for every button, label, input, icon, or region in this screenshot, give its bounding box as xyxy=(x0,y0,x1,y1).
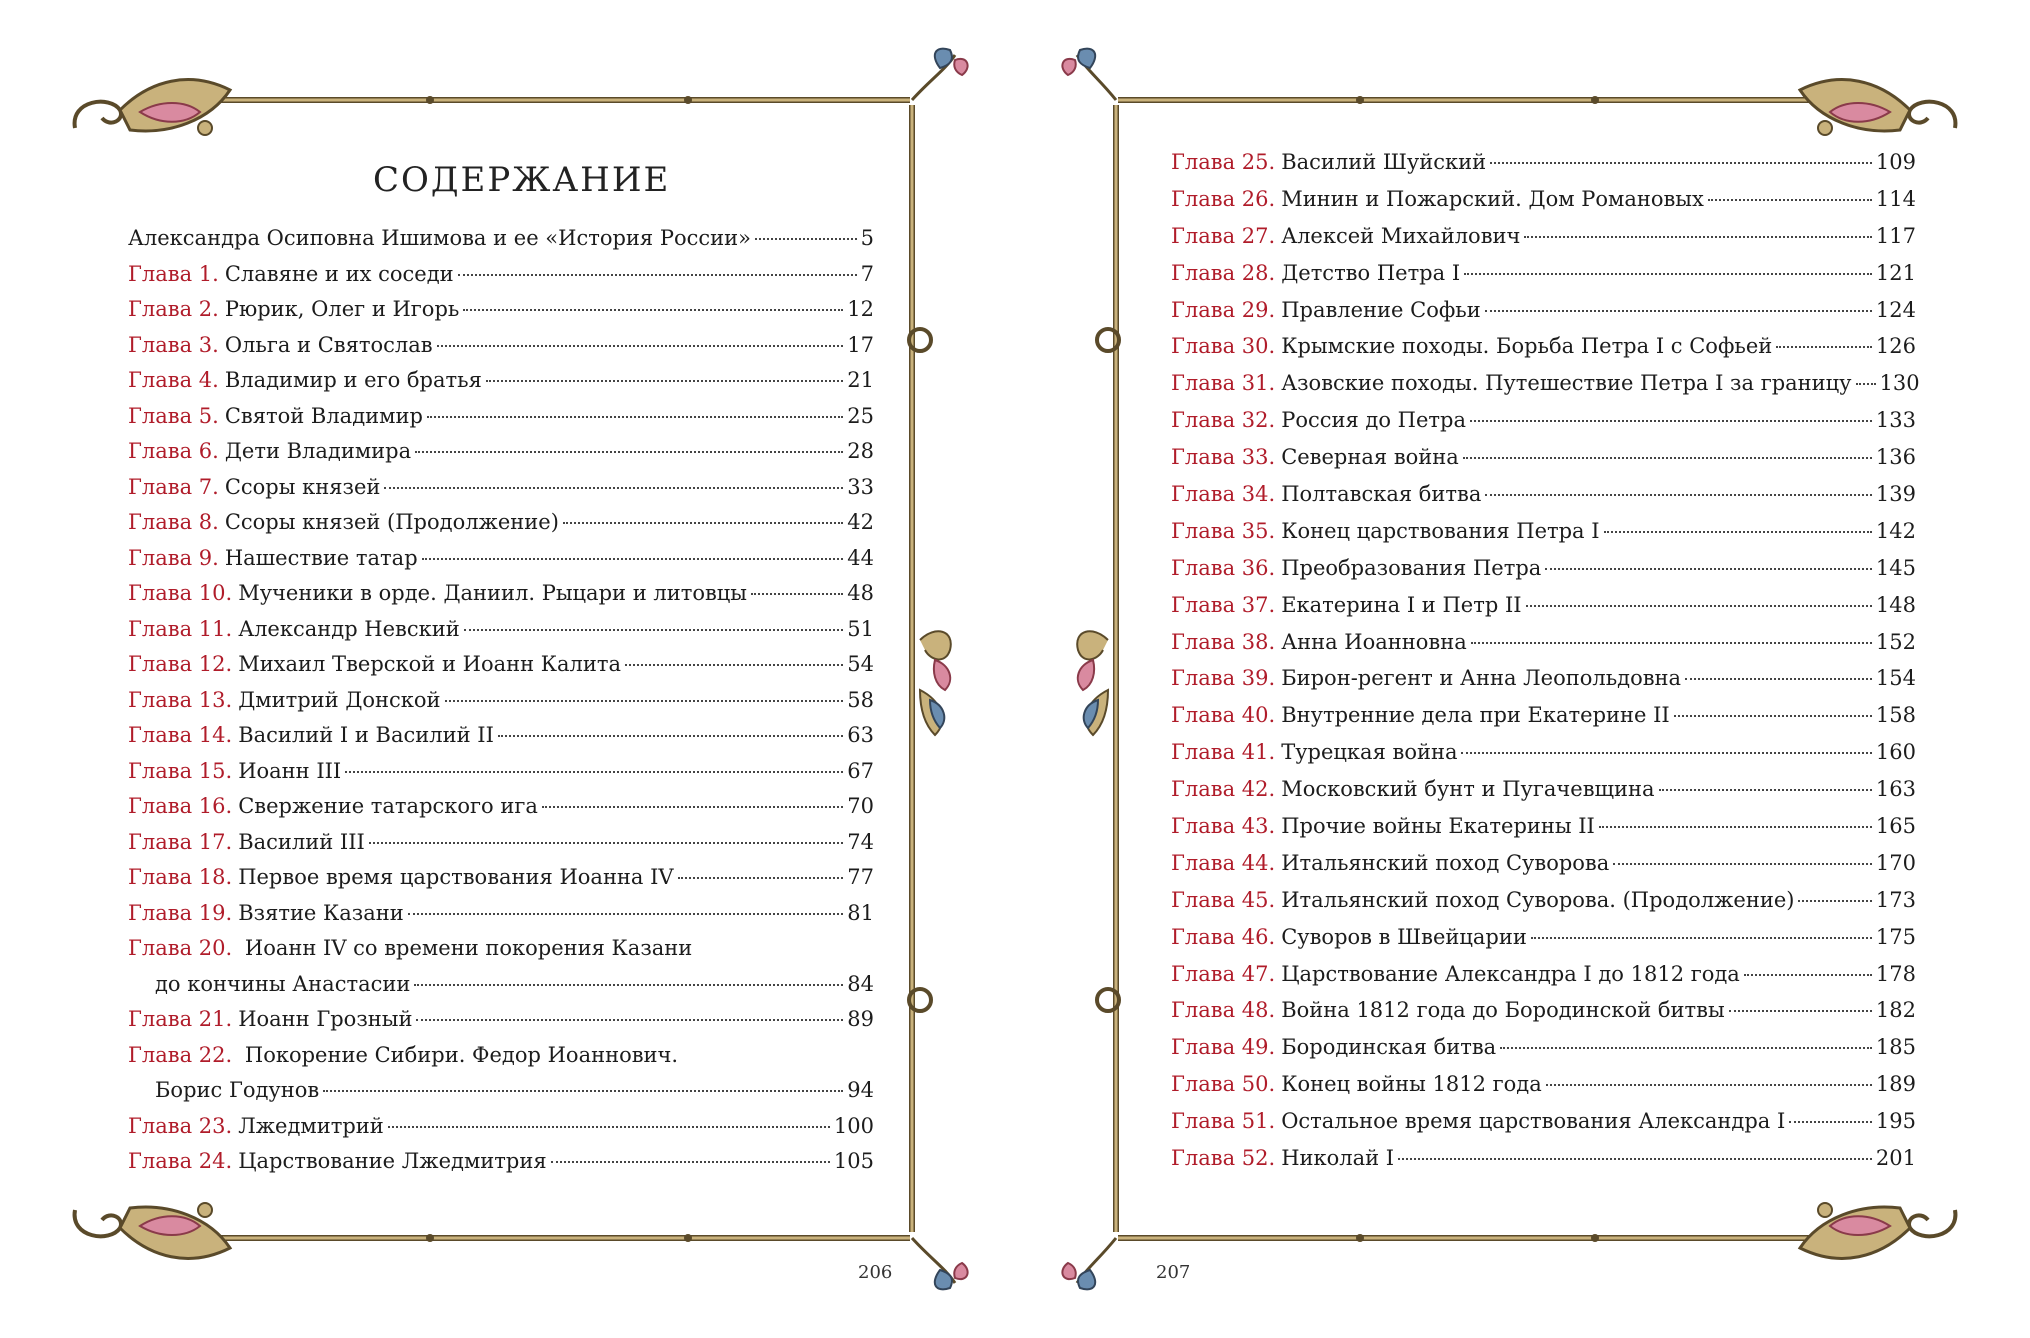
entry-title: Мученики в орде. Даниил. Рыцари и литовцы xyxy=(238,581,748,605)
mid-right-flourish xyxy=(920,631,951,735)
entry-page: 54 xyxy=(847,652,874,676)
chapter-label: Глава 26. xyxy=(1171,186,1276,211)
toc-entry[interactable] xyxy=(128,723,874,759)
dot-leader xyxy=(1708,199,1872,201)
entry-page: 81 xyxy=(847,900,874,925)
toc-entry[interactable] xyxy=(128,226,874,262)
entry-title: Алексей Михайлович xyxy=(1281,223,1521,248)
toc-entry[interactable] xyxy=(128,652,874,688)
dot-leader xyxy=(678,877,844,879)
toc-entry[interactable] xyxy=(1171,1035,1916,1072)
dot-leader xyxy=(1526,605,1872,607)
chapter-label: Глава 29. xyxy=(1171,297,1276,322)
dot-leader xyxy=(1776,346,1872,348)
entry-page: 44 xyxy=(847,545,874,570)
toc-entry[interactable] xyxy=(128,333,874,369)
chapter-label: Глава 52. xyxy=(1171,1146,1276,1171)
entry-title: Преобразования Петра xyxy=(1281,555,1542,580)
entry-title: Иоанн IV со времени покорения Казани xyxy=(244,936,693,960)
entry-page: 139 xyxy=(1875,482,1916,507)
entry-title: Война 1812 года до Бородинской битвы xyxy=(1281,998,1725,1023)
entry-page: 51 xyxy=(847,616,874,641)
toc-entry[interactable] xyxy=(128,1149,874,1185)
entry-title: Василий Шуйский xyxy=(1281,150,1487,174)
toc-heading: СОДЕРЖАНИЕ xyxy=(373,160,671,200)
page-number: 207 xyxy=(1156,1262,1191,1283)
entry-title: Покорение Сибири. Федор Иоаннович. xyxy=(244,1042,679,1067)
dot-leader xyxy=(345,771,843,773)
entry-page: 12 xyxy=(847,297,874,321)
chapter-label: Глава 38. xyxy=(1171,629,1276,654)
toc-entry[interactable] xyxy=(128,368,874,404)
entry-page: 154 xyxy=(1875,666,1916,691)
entry-page: 148 xyxy=(1875,592,1916,617)
entry-title: Ссоры князей xyxy=(224,474,381,499)
top-left-ornament xyxy=(75,80,230,135)
entry-title: Дмитрий Донской xyxy=(238,687,441,712)
dot-leader xyxy=(1464,273,1872,275)
entry-page: 74 xyxy=(847,829,874,854)
entry-page: 175 xyxy=(1875,924,1916,949)
entry-page: 67 xyxy=(847,758,874,783)
entry-title: Бородинская битва xyxy=(1281,1035,1497,1060)
toc-entry[interactable] xyxy=(1171,482,1916,519)
top-left-flourish xyxy=(1062,49,1116,100)
chapter-label: Глава 20. xyxy=(128,936,233,960)
entry-page: 70 xyxy=(847,794,874,818)
toc-entry[interactable] xyxy=(128,1114,874,1150)
dot-leader xyxy=(1744,974,1872,976)
entry-page: 130 xyxy=(1879,371,1920,396)
entry-title: Святой Владимир xyxy=(224,403,423,428)
entry-page: 163 xyxy=(1875,777,1916,802)
entry-title: Турецкая война xyxy=(1281,740,1458,765)
chapter-label: Глава 45. xyxy=(1171,887,1276,912)
entry-page: 33 xyxy=(847,474,874,499)
entry-title: Полтавская битва xyxy=(1281,482,1482,507)
chapter-label: Глава 30. xyxy=(1171,334,1276,359)
chapter-label: Глава 16. xyxy=(128,794,233,818)
dot-leader xyxy=(1463,457,1872,459)
toc-entry[interactable] xyxy=(1171,1072,1916,1109)
entry-title: Славяне и их соседи xyxy=(224,261,454,286)
entry-title: Бирон-регент и Анна Леопольдовна xyxy=(1281,666,1682,691)
entry-title: Прочие войны Екатерины II xyxy=(1281,814,1595,839)
top-right-ornament xyxy=(1800,80,1955,135)
chapter-label: Глава 12. xyxy=(128,652,233,676)
dot-leader xyxy=(437,345,844,347)
entry-title: Рюрик, Олег и Игорь xyxy=(224,297,460,321)
entry-page: 189 xyxy=(1875,1072,1916,1097)
entry-title: Азовские походы. Путешествие Петра I за границу xyxy=(1281,371,1852,396)
entry-title: Анна Иоанновна xyxy=(1281,629,1467,654)
toc-entry[interactable] xyxy=(128,546,874,582)
entry-title: Взятие Казани xyxy=(238,900,404,925)
entry-page: 21 xyxy=(847,368,874,392)
chapter-label: Глава 17. xyxy=(128,829,233,854)
chapter-label: Глава 47. xyxy=(1171,961,1276,986)
entry-page: 173 xyxy=(1875,887,1916,912)
entry-title: Царствование Александра I до 1812 года xyxy=(1281,961,1740,986)
entry-page: 142 xyxy=(1875,518,1916,543)
entry-title-continued: до кончины Анастасии xyxy=(155,971,411,996)
chapter-label: Глава 14. xyxy=(128,723,233,747)
toc-entry[interactable] xyxy=(1171,630,1916,667)
dot-leader xyxy=(1470,420,1872,422)
entry-page: 152 xyxy=(1875,629,1916,654)
dot-leader xyxy=(542,806,843,808)
dot-leader xyxy=(408,913,843,915)
chapter-label: Глава 34. xyxy=(1171,482,1276,507)
entry-page: 17 xyxy=(847,332,874,357)
entry-title: Московский бунт и Пугачевщина xyxy=(1281,777,1655,802)
dot-leader xyxy=(369,842,843,844)
toc-entry[interactable] xyxy=(128,865,874,901)
chapter-label: Глава 15. xyxy=(128,758,233,783)
chapter-label: Глава 28. xyxy=(1171,260,1276,285)
dot-leader xyxy=(486,380,843,382)
dot-leader xyxy=(1471,642,1872,644)
entry-page: 121 xyxy=(1875,260,1916,285)
entry-title: Минин и Пожарский. Дом Романовых xyxy=(1281,186,1704,211)
toc-entry[interactable] xyxy=(128,759,874,795)
entry-page: 77 xyxy=(847,865,874,889)
dot-leader xyxy=(625,664,843,666)
entry-page: 170 xyxy=(1875,850,1916,875)
toc-entry[interactable] xyxy=(1171,666,1916,703)
entry-page: 165 xyxy=(1875,814,1916,839)
entry-title: Екатерина I и Петр II xyxy=(1281,592,1522,617)
dot-leader xyxy=(416,1019,843,1021)
entry-page: 133 xyxy=(1875,408,1916,433)
entry-page: 178 xyxy=(1875,961,1916,986)
toc-entry[interactable] xyxy=(1171,187,1916,224)
entry-page: 136 xyxy=(1875,445,1916,470)
dot-leader xyxy=(1599,826,1872,828)
entry-title: Александр Невский xyxy=(238,616,460,641)
entry-page: 158 xyxy=(1875,703,1916,728)
entry-title: Внутренние дела при Екатерине II xyxy=(1281,703,1670,728)
entry-title: Василий I и Василий II xyxy=(238,723,494,747)
entry-title: Лжедмитрий xyxy=(238,1113,384,1138)
entry-page: 185 xyxy=(1875,1035,1916,1060)
chapter-label: Глава 2. xyxy=(128,297,219,321)
chapter-label: Глава 10. xyxy=(128,581,233,605)
entry-title: Суворов в Швейцарии xyxy=(1281,924,1527,949)
entry-title: Владимир и его братья xyxy=(224,368,482,392)
chapter-label: Глава 23. xyxy=(128,1113,233,1138)
entry-title: Нашествие татар xyxy=(224,545,418,570)
chapter-label: Глава 43. xyxy=(1171,814,1276,839)
entry-page: 42 xyxy=(847,510,874,534)
chapter-label: Глава 24. xyxy=(128,1149,233,1173)
entry-title: Царствование Лжедмитрия xyxy=(238,1149,547,1173)
toc-entry[interactable] xyxy=(1171,519,1916,556)
toc-entry[interactable] xyxy=(1171,814,1916,851)
bottom-left-flourish xyxy=(1062,1238,1116,1289)
dot-leader xyxy=(1798,900,1871,902)
toc-entry[interactable] xyxy=(1171,962,1916,999)
entry-page: 89 xyxy=(847,1007,874,1031)
chapter-label: Глава 49. xyxy=(1171,1035,1276,1060)
chapter-label: Глава 4. xyxy=(128,368,219,392)
dot-leader xyxy=(1545,568,1872,570)
toc-entry[interactable] xyxy=(1171,261,1916,298)
dot-leader xyxy=(323,1090,843,1092)
entry-title: Михаил Тверской и Иоанн Калита xyxy=(238,652,622,676)
dot-leader xyxy=(1500,1047,1872,1049)
toc-entry[interactable] xyxy=(1171,777,1916,814)
entry-title: Ольга и Святослав xyxy=(224,332,433,357)
toc-entry[interactable] xyxy=(1171,334,1916,371)
toc-entry[interactable] xyxy=(128,262,874,298)
chapter-label: Глава 8. xyxy=(128,510,219,534)
toc-entry[interactable] xyxy=(1171,703,1916,740)
chapter-label: Глава 41. xyxy=(1171,740,1276,765)
chapter-label: Глава 13. xyxy=(128,687,233,712)
dot-leader xyxy=(1789,1121,1872,1123)
chapter-label: Глава 27. xyxy=(1171,223,1276,248)
toc-entry[interactable] xyxy=(1171,593,1916,630)
chapter-label: Глава 33. xyxy=(1171,445,1276,470)
entry-title: Россия до Петра xyxy=(1281,408,1466,433)
chapter-label: Глава 19. xyxy=(128,900,233,925)
toc-entry[interactable] xyxy=(128,475,874,511)
entry-title: Дети Владимира xyxy=(224,439,412,463)
toc-entry[interactable] xyxy=(1171,1109,1916,1146)
entry-page: 124 xyxy=(1875,297,1916,322)
left-toc-list xyxy=(128,226,874,1185)
dot-leader xyxy=(755,238,857,240)
entry-title: Конец войны 1812 года xyxy=(1281,1072,1542,1097)
entry-title: Конец царствования Петра I xyxy=(1281,518,1600,543)
entry-page: 182 xyxy=(1875,998,1916,1023)
dot-leader xyxy=(1485,310,1872,312)
chapter-label: Глава 31. xyxy=(1171,371,1276,396)
entry-title: Николай I xyxy=(1281,1146,1395,1171)
entry-title: Детство Петра I xyxy=(1281,260,1461,285)
dot-leader xyxy=(1674,715,1872,717)
bottom-right-ornament xyxy=(1800,1203,1955,1258)
entry-page: 117 xyxy=(1875,223,1916,248)
dot-leader xyxy=(1729,1010,1872,1012)
dot-leader xyxy=(551,1161,830,1163)
entry-title: Итальянский поход Суворова. (Продолжение) xyxy=(1281,887,1795,912)
dot-leader xyxy=(1485,494,1872,496)
chapter-label: Глава 25. xyxy=(1171,150,1276,174)
toc-entry[interactable] xyxy=(1171,556,1916,593)
dot-leader xyxy=(384,487,843,489)
dot-leader xyxy=(458,274,857,276)
chapter-label: Глава 3. xyxy=(128,332,219,357)
dot-leader xyxy=(1546,1084,1872,1086)
bottom-right-flourish xyxy=(912,1238,968,1289)
bottom-left-ornament xyxy=(75,1203,230,1258)
chapter-label: Глава 1. xyxy=(128,261,219,286)
entry-page: 145 xyxy=(1875,555,1916,580)
toc-entry[interactable] xyxy=(128,297,874,333)
dot-leader xyxy=(1461,752,1871,754)
dot-leader xyxy=(388,1126,830,1128)
toc-entry[interactable] xyxy=(1171,888,1916,925)
entry-title: Крымские походы. Борьба Петра I с Софьей xyxy=(1281,334,1773,359)
mid-left-flourish xyxy=(1077,631,1108,735)
entry-page: 126 xyxy=(1875,334,1916,359)
toc-entry[interactable] xyxy=(1171,851,1916,888)
dot-leader xyxy=(1531,937,1872,939)
dot-leader xyxy=(464,629,844,631)
entry-title: Василий III xyxy=(238,829,365,854)
toc-entry[interactable] xyxy=(128,830,874,866)
toc-entry[interactable] xyxy=(128,794,874,830)
entry-title: Остальное время царствования Александра I xyxy=(1281,1109,1786,1134)
entry-title-continued: Борис Годунов xyxy=(155,1078,320,1102)
entry-page: 94 xyxy=(847,1078,874,1102)
chapter-label: Глава 22. xyxy=(128,1042,233,1067)
entry-page: 84 xyxy=(847,971,874,996)
right-toc-list xyxy=(1171,150,1920,1183)
toc-entry[interactable] xyxy=(128,936,874,1007)
chapter-label: Глава 9. xyxy=(128,545,219,570)
dot-leader xyxy=(1524,236,1872,238)
toc-entry[interactable] xyxy=(1171,224,1916,261)
entry-title: Иоанн Грозный xyxy=(238,1007,413,1031)
dot-leader xyxy=(563,522,843,524)
dot-leader xyxy=(498,735,843,737)
dot-leader xyxy=(463,309,843,311)
toc-entry[interactable] xyxy=(128,617,874,653)
toc-entry[interactable] xyxy=(128,510,874,546)
page-number: 206 xyxy=(858,1262,893,1283)
entry-title: Ссоры князей (Продолжение) xyxy=(224,510,559,534)
entry-title: Первое время царствования Иоанна IV xyxy=(238,865,674,889)
toc-entry[interactable] xyxy=(128,1043,874,1114)
dot-leader xyxy=(445,700,844,702)
toc-entry[interactable] xyxy=(128,901,874,937)
dot-leader xyxy=(1856,383,1876,385)
dot-leader xyxy=(1613,863,1872,865)
dot-leader xyxy=(1685,678,1872,680)
dot-leader xyxy=(415,451,843,453)
dot-leader xyxy=(1604,531,1872,533)
chapter-label: Глава 42. xyxy=(1171,777,1276,802)
entry-title: Северная война xyxy=(1281,445,1459,470)
chapter-label: Глава 46. xyxy=(1171,924,1276,949)
entry-page: 195 xyxy=(1875,1109,1916,1134)
toc-entry[interactable] xyxy=(1171,298,1916,335)
entry-title: Иоанн III xyxy=(238,758,342,783)
entry-page: 63 xyxy=(847,723,874,747)
toc-entry[interactable] xyxy=(128,404,874,440)
dot-leader xyxy=(422,558,844,560)
entry-page: 28 xyxy=(847,439,874,463)
chapter-label: Глава 48. xyxy=(1171,998,1276,1023)
dot-leader xyxy=(1398,1158,1872,1160)
entry-page: 48 xyxy=(847,581,874,605)
toc-entry[interactable] xyxy=(1171,1146,1916,1183)
top-right-flourish xyxy=(912,49,968,100)
entry-title: Свержение татарского ига xyxy=(238,794,538,818)
toc-entry[interactable] xyxy=(128,688,874,724)
chapter-label: Глава 50. xyxy=(1171,1072,1276,1097)
toc-entry[interactable] xyxy=(1171,925,1916,962)
toc-entry[interactable] xyxy=(128,581,874,617)
entry-title: Правление Софьи xyxy=(1281,297,1481,322)
toc-entry[interactable] xyxy=(1171,371,1920,408)
toc-entry[interactable] xyxy=(128,1007,874,1043)
toc-entry[interactable] xyxy=(1171,998,1916,1035)
toc-entry[interactable] xyxy=(1171,740,1916,777)
entry-page: 201 xyxy=(1875,1146,1916,1171)
chapter-label: Глава 7. xyxy=(128,474,219,499)
chapter-label: Глава 6. xyxy=(128,439,219,463)
toc-entry[interactable] xyxy=(1171,408,1916,445)
chapter-label: Глава 51. xyxy=(1171,1109,1276,1134)
chapter-label: Глава 44. xyxy=(1171,850,1276,875)
entry-page: 58 xyxy=(847,687,874,712)
chapter-label: Глава 32. xyxy=(1171,408,1276,433)
toc-entry[interactable] xyxy=(1171,150,1916,187)
chapter-label: Глава 37. xyxy=(1171,592,1276,617)
chapter-label: Глава 39. xyxy=(1171,666,1276,691)
entry-page: 105 xyxy=(833,1149,874,1173)
chapter-label: Глава 11. xyxy=(128,616,233,641)
entry-title: Александра Осиповна Ишимова и ее «История России» xyxy=(128,226,751,250)
entry-page: 25 xyxy=(847,403,874,428)
chapter-label: Глава 18. xyxy=(128,865,233,889)
toc-entry[interactable] xyxy=(1171,445,1916,482)
dot-leader xyxy=(1659,789,1872,791)
entry-page: 114 xyxy=(1875,186,1916,211)
chapter-label: Глава 36. xyxy=(1171,555,1276,580)
entry-page: 109 xyxy=(1875,150,1916,174)
chapter-label: Глава 21. xyxy=(128,1007,233,1031)
chapter-label: Глава 5. xyxy=(128,403,219,428)
chapter-label: Глава 35. xyxy=(1171,518,1276,543)
entry-page: 100 xyxy=(833,1113,874,1138)
dot-leader xyxy=(414,984,843,986)
dot-leader xyxy=(427,416,843,418)
entry-title: Итальянский поход Суворова xyxy=(1281,850,1610,875)
dot-leader xyxy=(1490,162,1872,164)
toc-entry[interactable] xyxy=(128,439,874,475)
entry-page: 160 xyxy=(1875,740,1916,765)
chapter-label: Глава 40. xyxy=(1171,703,1276,728)
dot-leader xyxy=(751,593,843,595)
entry-page: 5 xyxy=(860,226,874,250)
entry-page: 7 xyxy=(860,261,874,286)
